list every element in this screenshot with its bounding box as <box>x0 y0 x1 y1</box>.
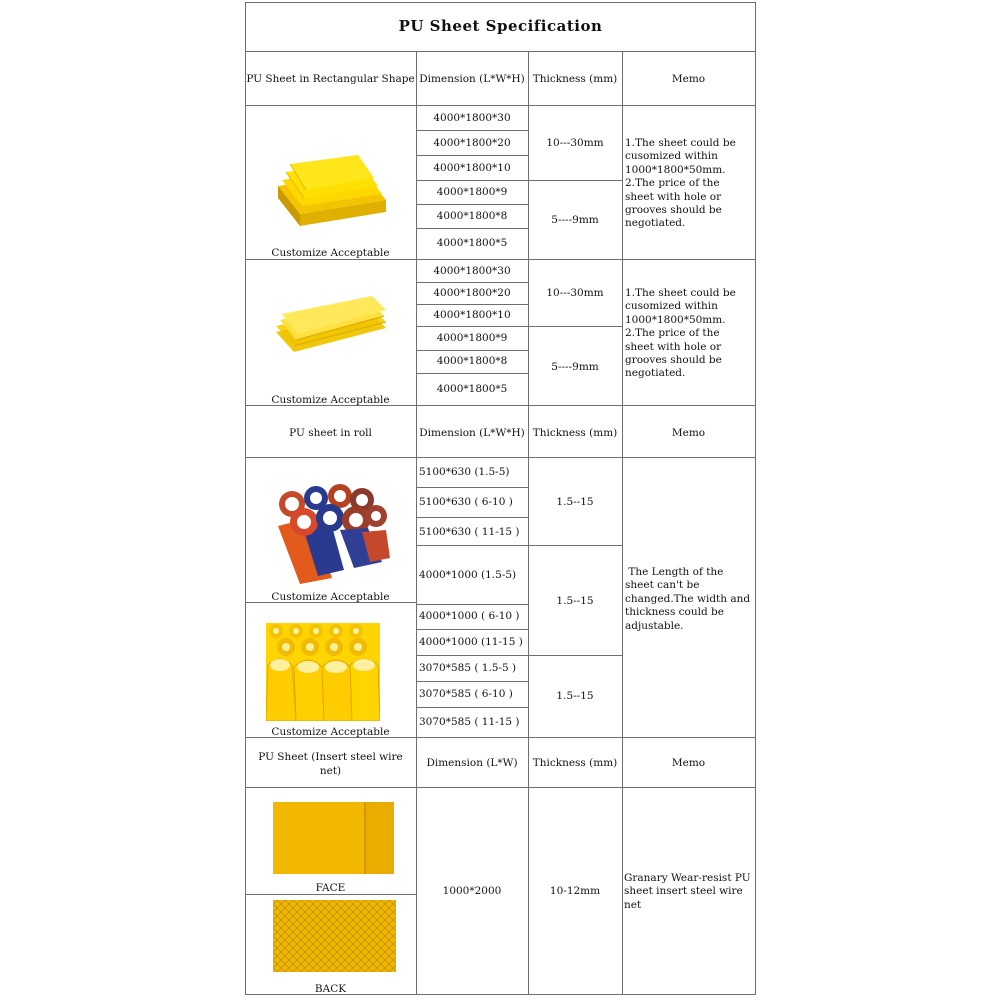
grid-line <box>416 655 622 656</box>
grid-line <box>416 707 528 708</box>
grid-line <box>245 2 756 3</box>
grid-line <box>416 373 528 374</box>
header-rect-shape: PU Sheet in Rectangular Shape <box>246 73 415 85</box>
memo-line: grooves should be <box>625 354 722 367</box>
grid-line <box>416 604 528 605</box>
yellow-sheet-stack-image <box>272 152 388 232</box>
caption: Customize Acceptable <box>271 394 390 406</box>
dimension-cell: 3070*585 ( 6-10 ) <box>419 688 513 700</box>
caption: Customize Acceptable <box>271 591 390 603</box>
yellow-rolls-image <box>266 623 380 721</box>
header-dimension: Dimension (L*W*H) <box>419 427 525 439</box>
dimension-cell: 4000*1800*5 <box>436 237 508 249</box>
header-thickness: Thickness (mm) <box>532 73 618 85</box>
grid-line <box>416 180 622 181</box>
dimension-cell: 5100*630 ( 6-10 ) <box>419 496 513 508</box>
thickness-cell: 10---30mm <box>546 287 604 299</box>
grid-line <box>416 282 528 283</box>
memo-cell <box>625 137 753 231</box>
caption: Customize Acceptable <box>271 726 390 738</box>
grid-line <box>416 304 528 305</box>
header-thickness: Thickness (mm) <box>532 757 618 769</box>
grid-line <box>528 51 529 995</box>
grid-line <box>245 787 756 788</box>
dimension-cell: 4000*1800*30 <box>433 112 511 124</box>
dimension-cell: 4000*1000 (11-15 ) <box>419 636 523 648</box>
grid-line <box>416 350 528 351</box>
grid-line <box>245 457 756 458</box>
memo-line: cusomized within <box>625 150 718 163</box>
grid-line <box>416 629 528 630</box>
memo-line: negotiated. <box>625 367 686 380</box>
dimension-cell: 3070*585 ( 1.5-5 ) <box>419 662 517 674</box>
thickness-cell: 10-12mm <box>549 885 601 897</box>
memo-line: 1.The sheet could be <box>625 137 736 149</box>
memo-line: negotiated. <box>625 217 686 230</box>
dimension-cell: 4000*1800*20 <box>433 137 511 149</box>
thickness-cell: 10---30mm <box>546 137 604 149</box>
dimension-cell: 4000*1800*10 <box>433 309 511 321</box>
memo-line: cusomized within <box>625 300 718 313</box>
dimension-cell: 4000*1800*8 <box>436 355 508 367</box>
grid-line <box>416 545 622 546</box>
memo-line: sheet insert steel wire <box>624 885 743 898</box>
grid-line <box>755 2 756 995</box>
grid-line <box>245 51 756 52</box>
header-memo: Memo <box>671 427 706 439</box>
memo-line: 2.The price of the <box>625 327 720 340</box>
dimension-cell: 4000*1800*5 <box>436 383 508 395</box>
page-title: PU Sheet Specification <box>398 17 603 35</box>
dimension-cell: 4000*1800*10 <box>433 162 511 174</box>
thickness-cell: 1.5--15 <box>556 690 594 702</box>
grid-line <box>245 2 246 995</box>
grid-line <box>416 155 528 156</box>
memo-line: 1.The sheet could be <box>625 287 736 299</box>
thickness-cell: 1.5--15 <box>556 595 594 607</box>
grid-line <box>416 204 528 205</box>
header-thickness: Thickness (mm) <box>532 427 618 439</box>
dimension-cell: 3070*585 ( 11-15 ) <box>419 716 520 728</box>
thickness-cell: 5----9mm <box>551 214 599 226</box>
back-label: BACK <box>314 983 347 995</box>
thickness-cell: 5----9mm <box>551 361 599 373</box>
memo-line: grooves should be <box>625 204 722 217</box>
grid-line <box>416 681 528 682</box>
memo-line: 2.The price of the <box>625 177 720 190</box>
header-wire-line2: net) <box>319 765 342 777</box>
dimension-cell: 5100*630 (1.5-5) <box>419 466 510 478</box>
dimension-cell: 4000*1000 (1.5-5) <box>419 569 517 581</box>
dimension-cell: 4000*1800*8 <box>436 210 508 222</box>
grid-line <box>245 105 756 106</box>
grid-line <box>416 326 622 327</box>
memo-cell <box>624 872 755 912</box>
steel-net-sheet-face-image <box>273 802 394 874</box>
memo-line: The Length of the <box>625 566 724 578</box>
memo-line: changed.The width and <box>625 592 751 605</box>
header-roll: PU sheet in roll <box>289 427 372 439</box>
dimension-cell: 4000*1000 ( 6-10 ) <box>419 610 520 622</box>
memo-line: 1000*1800*50mm. <box>625 163 726 176</box>
dimension-cell: 4000*1800*20 <box>433 287 511 299</box>
memo-line: net <box>624 898 642 911</box>
yellow-thin-sheets-image <box>272 296 390 356</box>
header-memo: Memo <box>671 757 706 769</box>
grid-line <box>416 487 528 488</box>
steel-net-sheet-back-image <box>273 900 396 972</box>
memo-line: adjustable. <box>625 619 684 632</box>
caption: Customize Acceptable <box>271 247 390 259</box>
grid-line <box>416 517 528 518</box>
header-dimension: Dimension (L*W*H) <box>419 73 525 85</box>
memo-line: sheet can't be <box>625 579 700 592</box>
thickness-cell: 1.5--15 <box>556 496 594 508</box>
memo-cell <box>625 287 753 381</box>
memo-line: sheet with hole or <box>625 190 722 203</box>
header-memo: Memo <box>671 73 706 85</box>
memo-line: sheet with hole or <box>625 340 722 353</box>
dimension-cell: 4000*1800*30 <box>433 265 511 277</box>
dimension-cell: 1000*2000 <box>442 885 502 897</box>
grid-line <box>416 228 528 229</box>
face-label: FACE <box>315 882 346 894</box>
memo-line: 1000*1800*50mm. <box>625 313 726 326</box>
header-dimension: Dimension (L*W) <box>426 757 518 769</box>
dimension-cell: 4000*1800*9 <box>436 332 508 344</box>
colored-rolls-image <box>270 478 392 586</box>
header-wire-line1: PU Sheet (Insert steel wire <box>258 751 403 763</box>
grid-line <box>416 130 528 131</box>
dimension-cell: 4000*1800*9 <box>436 186 508 198</box>
grid-line <box>622 51 623 995</box>
memo-line: thickness could be <box>625 606 724 619</box>
memo-line: Granary Wear-resist PU <box>624 872 751 884</box>
dimension-cell: 5100*630 ( 11-15 ) <box>419 526 520 538</box>
memo-cell <box>625 566 753 633</box>
